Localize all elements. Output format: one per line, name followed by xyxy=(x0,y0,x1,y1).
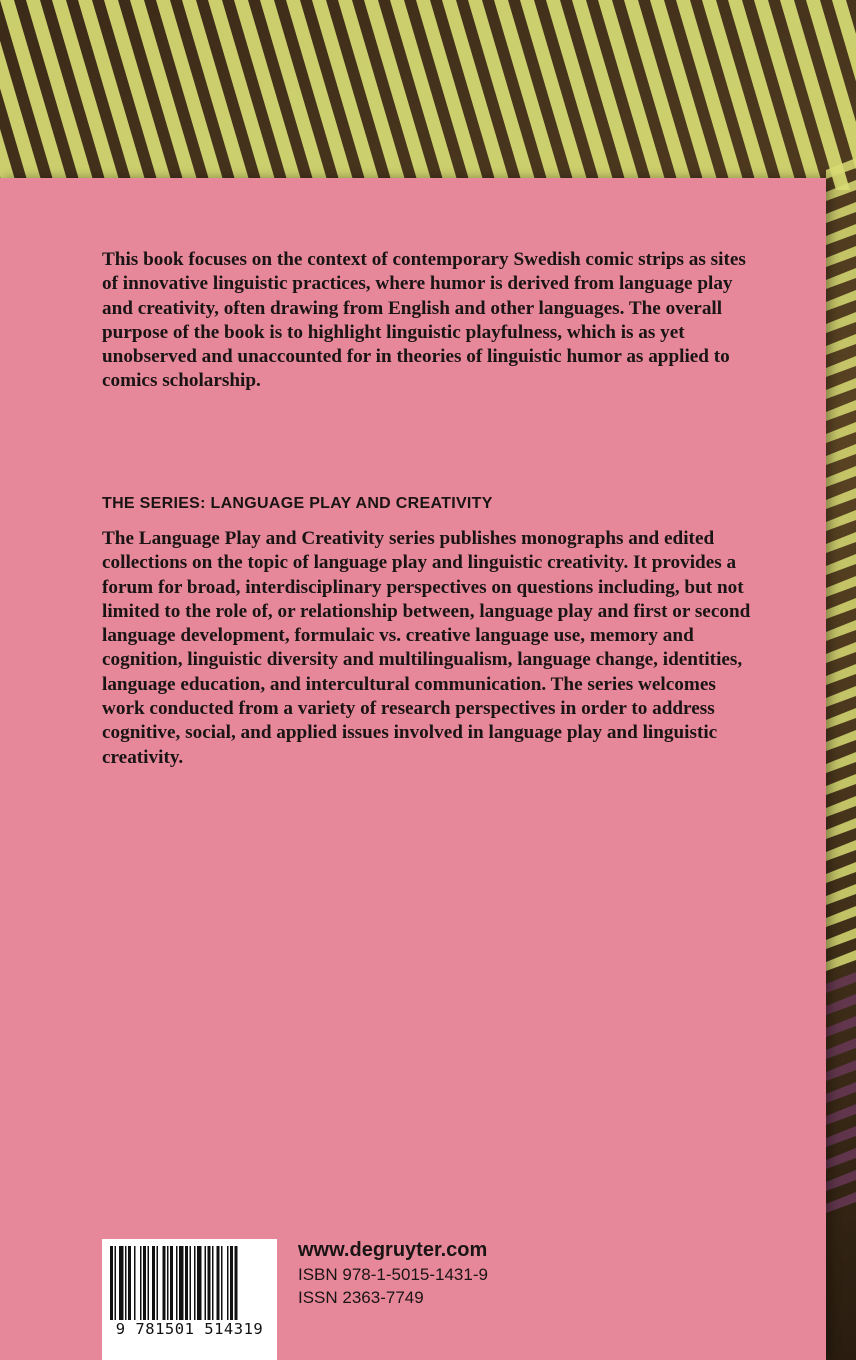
stripe-slat xyxy=(826,510,856,531)
stripe-slat xyxy=(826,466,856,487)
stripe-slat xyxy=(826,268,856,289)
barcode-bar xyxy=(148,1246,150,1320)
stripe-slat xyxy=(826,906,856,927)
barcode-bar xyxy=(227,1246,229,1320)
barcode-bar xyxy=(230,1246,233,1320)
series-heading: THE SERIES: LANGUAGE PLAY AND CREATIVITY xyxy=(102,495,493,512)
stripe-slat xyxy=(826,312,856,333)
barcode-bar xyxy=(190,1246,192,1320)
stripe-slat xyxy=(826,752,856,773)
issn-number: ISSN 2363-7749 xyxy=(298,1288,424,1307)
barcode-bar xyxy=(185,1246,188,1320)
stripe-slat xyxy=(826,290,856,311)
stripe-slat xyxy=(826,532,856,553)
stripe-slat xyxy=(826,1192,856,1213)
barcode-bar xyxy=(110,1246,113,1320)
isbn-number: ISBN 978-1-5015-1431-9 xyxy=(298,1265,488,1284)
stripe-slat xyxy=(826,1016,856,1037)
barcode-bar xyxy=(134,1246,136,1320)
barcode-bar xyxy=(217,1246,220,1320)
book-description: This book focuses on the context of contemporary Swedish comic strips as sites of innovative linguistic practices, where humor is derived from language play and creativity, often drawing from English and other languages. The overall purpose of the book is to highlight linguistic playfulness, which is as yet unobserved and unaccounted for in theories of linguistic humor as applied to comics scholarship. xyxy=(102,249,746,392)
barcode-digits: 9 781501 514319 xyxy=(115,1320,264,1338)
stripe-slat xyxy=(826,246,856,267)
stripe-slat xyxy=(826,422,856,443)
stripe-slat xyxy=(826,950,856,971)
stripe-slat xyxy=(826,1104,856,1125)
stripe-slat xyxy=(826,686,856,707)
barcode-bar xyxy=(167,1246,169,1320)
stripe-slat xyxy=(826,378,856,399)
stripe-slat xyxy=(826,708,856,729)
barcode-bar xyxy=(221,1246,223,1320)
stripe-slat xyxy=(826,356,856,377)
series-description: The Language Play and Creativity series publishes monographs and edited collections on the topic of language play and linguistic creativity. It provides a forum for broad, interdisciplinary perspectives on questions including, but not limited to the role of, or relationship between, language play and first or second language development, formulaic vs. creative language use, memory and cognition, linguistic diversity and multilingualism, language change, identities, language education, and intercultural communication. The series welcomes work conducted from a variety of research perspectives in order to address cognitive, social, and applied issues involved in language play and linguistic creativity. xyxy=(102,528,751,768)
stripe-slat xyxy=(826,1148,856,1169)
stripe-slat xyxy=(826,840,856,861)
stripe-slat xyxy=(826,730,856,751)
stripe-slat xyxy=(826,862,856,883)
stripe-slat xyxy=(826,1038,856,1059)
stripe-slat xyxy=(826,972,856,993)
barcode-bar xyxy=(115,1246,117,1320)
stripe-slat xyxy=(826,1082,856,1103)
publisher-info xyxy=(298,1237,488,1309)
stripe-slat xyxy=(826,796,856,817)
stripe-slat xyxy=(826,620,856,641)
stripe-slat xyxy=(826,928,856,949)
stripe-slat xyxy=(826,598,856,619)
barcode-bar xyxy=(163,1246,166,1320)
barcode-bar xyxy=(140,1246,142,1320)
barcode-bars xyxy=(110,1246,269,1320)
stripe-slat xyxy=(826,334,856,355)
stripe-slat xyxy=(826,1060,856,1081)
stripe-slat xyxy=(826,1170,856,1191)
publisher-website[interactable]: www.degruyter.com xyxy=(298,1239,488,1261)
isbn-barcode xyxy=(102,1239,277,1360)
stripe-slat xyxy=(826,994,856,1015)
stripe-slat xyxy=(826,224,856,245)
barcode-bar xyxy=(235,1246,238,1320)
barcode-bar xyxy=(128,1246,131,1320)
stripe-slat xyxy=(826,400,856,421)
stripe-slat xyxy=(826,554,856,575)
barcode-bar xyxy=(170,1246,173,1320)
barcode-bar xyxy=(119,1246,124,1320)
barcode-bar xyxy=(205,1246,207,1320)
barcode-bar xyxy=(179,1246,184,1320)
stripe-slat xyxy=(826,664,856,685)
barcode-bar xyxy=(125,1246,127,1320)
stripe-slat xyxy=(826,642,856,663)
stripe-slat xyxy=(826,774,856,795)
stripe-slat xyxy=(826,202,856,223)
barcode-bar xyxy=(194,1246,196,1320)
stripe-slat xyxy=(826,884,856,905)
stripe-slat xyxy=(826,1126,856,1147)
barcode-bar xyxy=(197,1246,202,1320)
barcode-bar xyxy=(212,1246,214,1320)
stripe-slat xyxy=(826,444,856,465)
stripe-slat xyxy=(826,818,856,839)
barcode-bar xyxy=(208,1246,211,1320)
barcode-bar xyxy=(176,1246,178,1320)
stripe-slat xyxy=(826,576,856,597)
stripe-slat xyxy=(826,488,856,509)
barcode-bar xyxy=(152,1246,155,1320)
barcode-bar xyxy=(143,1246,146,1320)
barcode-bar xyxy=(157,1246,159,1320)
